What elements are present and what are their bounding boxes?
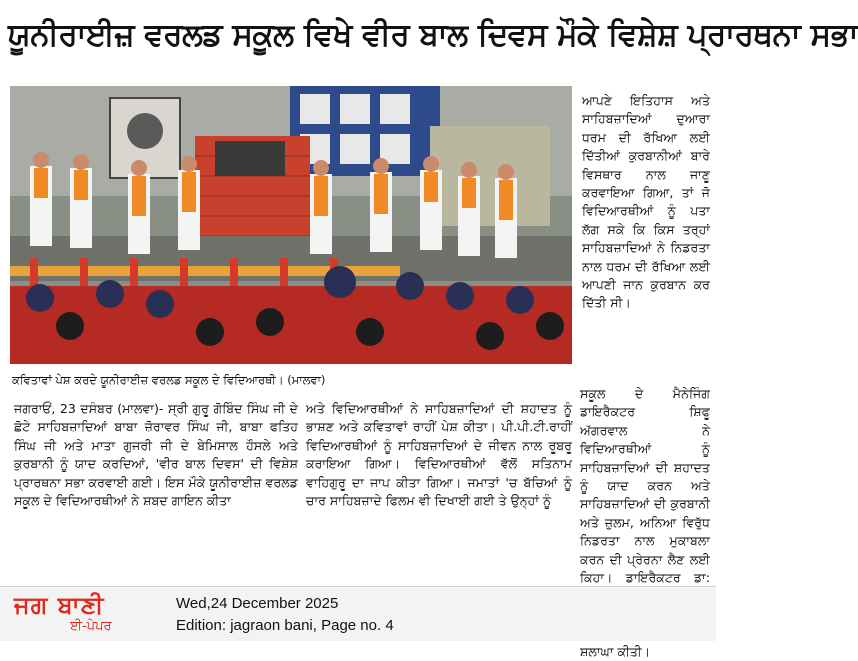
- edition-info: Edition: jagraon bani, Page no. 4: [176, 617, 394, 634]
- logo-main-text: ਜਗ ਬਾਣੀ: [14, 591, 105, 619]
- epaper-footer: [0, 586, 716, 641]
- photo-illustration: [10, 86, 572, 364]
- article-paragraph: ਜਗਰਾਓਂ, 23 ਦਸੰਬਰ (ਮਾਲਵਾ)- ਸ੍ਰੀ ਗੁਰੂ ਗੋਬਿੰਦ ਸਿੰਘ ਜੀ ਦੇ ਛੋਟੇ ਸਾਹਿਬਜ਼ਾਦਿਆਂ ਬਾਬਾ ਜ਼ੋਰਾਵਰ ਸਿੰਘ ਜੀ, ਬਾਬਾ ਫਤਿਹ ਸਿੰਘ ਜੀ ਅਤੇ ਮਾਤਾ ਗੁਜਰੀ ਜੀ ਦੇ ਬੇਮਿਸਾਲ ਹੌਸਲੇ ਅਤੇ ਕੁਰਬਾਨੀ ਨੂੰ ਯਾਦ ਕਰਦਿਆਂ, 'ਵੀਰ ਬਾਲ ਦਿਵਸ' ਦੀ ਵਿਸ਼ੇਸ਼ ਪ੍ਰਾਰਥਨਾ ਸਭਾ ਕਰਵਾਈ ਗਈ। ਇਸ ਮੌਕੇ ਯੂਨੀਰਾਈਜ਼ ਵਰਲਡ ਸਕੂਲ ਦੇ ਵਿਦਿਆਰਥੀਆਂ ਨੇ ਸ਼ਬਦ ਗਾਇਨ ਕੀਤਾ: [14, 401, 298, 509]
- article-column-right-top: [582, 92, 710, 313]
- article-paragraph: ਆਪਣੇ ਇਤਿਹਾਸ ਅਤੇ ਸਾਹਿਬਜ਼ਾਦਿਆਂ ਦੁਆਰਾ ਧਰਮ ਦੀ ਰੱਖਿਆ ਲਈ ਦਿੱਤੀਆਂ ਕੁਰਬਾਨੀਆਂ ਬਾਰੇ ਵਿਸਥਾਰ ਨਾਲ ਜਾਣੂ ਕਰਵਾਇਆ ਗਿਆ, ਤਾਂ ਜੋ ਵਿਦਿਆਰਥੀਆਂ ਨੂੰ ਪਤਾ ਲੱਗ ਸਕੇ ਕਿ ਕਿਸ ਤਰ੍ਹਾਂ ਸਾਹਿਬਜ਼ਾਦਿਆਂ ਨੇ ਨਿਡਰਤਾ ਨਾਲ ਧਰਮ ਦੀ ਰੱਖਿਆ ਲਈ ਆਪਣੀ ਜਾਨ ਕੁਰਬਾਨ ਕਰ ਦਿੱਤੀ ਸੀ।: [582, 93, 710, 311]
- article-paragraph: ਸਕੂਲ ਦੇ ਮੈਨੇਜਿੰਗ ਡਾਇਰੈਕਟਰ ਸ਼ਿਫੂ ਅੱਗਰਵਾਲ ਨੇ ਵਿਦਿਆਰਥੀਆਂ ਨੂੰ ਸਾਹਿਬਜ਼ਾਦਿਆਂ ਦੀ ਸ਼ਹਾਦਤ ਨੂੰ ਯਾਦ ਕਰਨ ਅਤੇ ਸਾਹਿਬਜ਼ਾਦਿਆਂ ਦੀ ਕੁਰਬਾਨੀ ਅਤੇ ਜ਼ੁਲਮ, ਅਨਿਆ ਵਿਰੁੱਧ ਨਿਡਰਤਾ ਨਾਲ ਮੁਕਾਬਲਾ ਕਰਨ ਦੀ ਪ੍ਰੇਰਨਾ ਲੈਣ ਲਈ ਕਿਹਾ। ਡਾਇਰੈਕਟਰ ਡਾ: ਸ਼ਲਾਘਾ ਕੀਤੀ।: [580, 386, 710, 659]
- jagbani-logo: [14, 591, 164, 637]
- news-photo: [10, 86, 572, 364]
- logo-sub-text: ਈ-ਪੇਪਰ: [70, 619, 112, 634]
- article-column-1: [14, 400, 298, 510]
- article-column-2: [306, 400, 572, 510]
- article-paragraph: ਅਤੇ ਵਿਦਿਆਰਥੀਆਂ ਨੇ ਸਾਹਿਬਜ਼ਾਦਿਆਂ ਦੀ ਸ਼ਹਾਦਤ ਨੂੰ ਭਾਸ਼ਣ ਅਤੇ ਕਵਿਤਾਵਾਂ ਰਾਹੀਂ ਪੇਸ਼ ਕੀਤਾ। ਪੀ.ਪੀ.ਟੀ.ਰਾਹੀਂ ਵਿਦਿਆਰਥੀਆਂ ਨੂੰ ਸਾਹਿਬਜ਼ਾਦਿਆਂ ਦੇ ਜੀਵਨ ਨਾਲ ਰੂਬਰੂ ਕਰਾਇਆ ਗਿਆ। ਵਿਦਿਆਰਥੀਆਂ ਵੱਲੋਂ ਸਤਿਨਾਮ ਵਾਹਿਗੁਰੂ ਦਾ ਜਾਪ ਕੀਤਾ ਗਿਆ। ਜਮਾਤਾਂ 'ਚ ਬੱਚਿਆਂ ਨੂੰ ਚਾਰ ਸਾਹਿਬਜ਼ਾਦੇ ਫਿਲਮ ਵੀ ਦਿਖਾਈ ਗਈ ਤੇ ਉਨ੍ਹਾਂ ਨੂੰ: [306, 401, 572, 509]
- edition-date: Wed,24 December 2025: [176, 595, 339, 612]
- photo-caption: ਕਵਿਤਾਵਾਂ ਪੇਸ਼ ਕਰਦੇ ਯੂਨੀਰਾਈਜ਼ ਵਰਲਡ ਸਕੂਲ ਦੇ ਵਿਦਿਆਰਥੀ। (ਮਾਲਵਾ): [12, 373, 326, 387]
- headline: ਯੂਨੀਰਾਈਜ਼ ਵਰਲਡ ਸਕੂਲ ਵਿਖੇ ਵੀਰ ਬਾਲ ਦਿਵਸ ਮੌਕੇ ਵਿਸ਼ੇਸ਼ ਪ੍ਰਾਰਥਨਾ ਸਭਾ: [8, 17, 858, 53]
